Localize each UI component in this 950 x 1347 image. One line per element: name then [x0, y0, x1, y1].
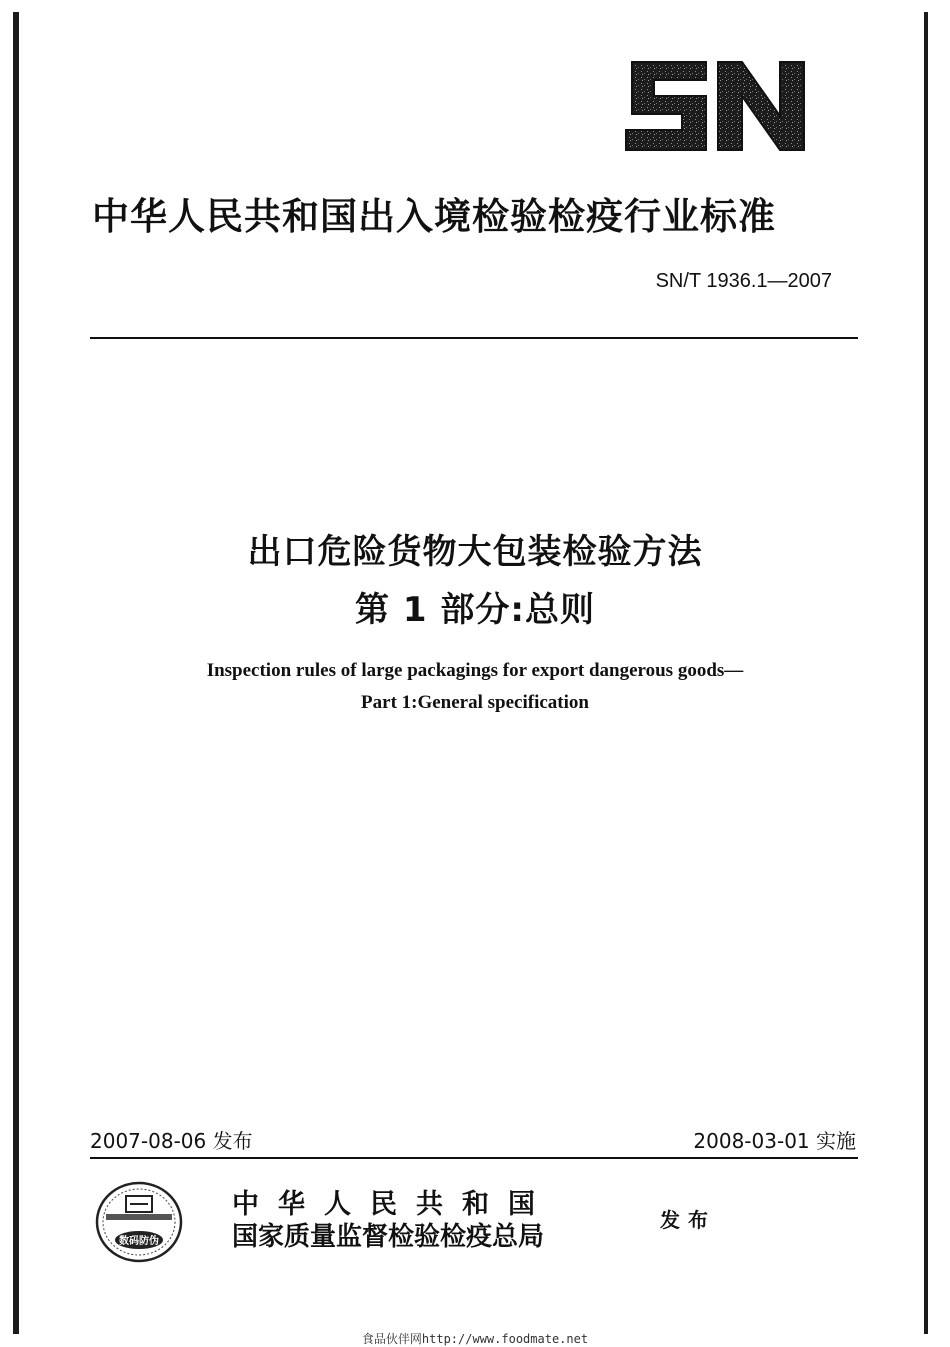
- footer-watermark: 食品伙伴网http://www.foodmate.net: [361, 1332, 589, 1346]
- issuer-agency: 国家质量监督检验检疫总局: [232, 1222, 545, 1252]
- title-cn-line1: 出口危险货物大包装检验方法: [247, 532, 703, 572]
- top-divider: [90, 337, 858, 339]
- sn-logo: [622, 58, 808, 154]
- title-cn-line2: 第 1 部分:总则: [355, 590, 595, 630]
- effective-date: 2008-03-01 实施: [693, 1129, 856, 1153]
- anti-counterfeit-seal-icon: [94, 1180, 184, 1264]
- standard-number: SN/T 1936.1—2007: [655, 270, 832, 292]
- issue-date: 2007-08-06 发布: [90, 1129, 253, 1153]
- issuer-country: 中华人民共和国: [232, 1189, 554, 1220]
- org-title: 中华人民共和国出入境检验检疫行业标准: [92, 195, 776, 238]
- bottom-divider: [90, 1157, 858, 1159]
- issue-label: 发布: [660, 1208, 716, 1232]
- seal-text: 数码防伪: [119, 1236, 159, 1247]
- title-en-line2: Part 1:General specification: [361, 692, 589, 713]
- title-en-line1: Inspection rules of large packagings for export dangerous goods—: [206, 660, 744, 681]
